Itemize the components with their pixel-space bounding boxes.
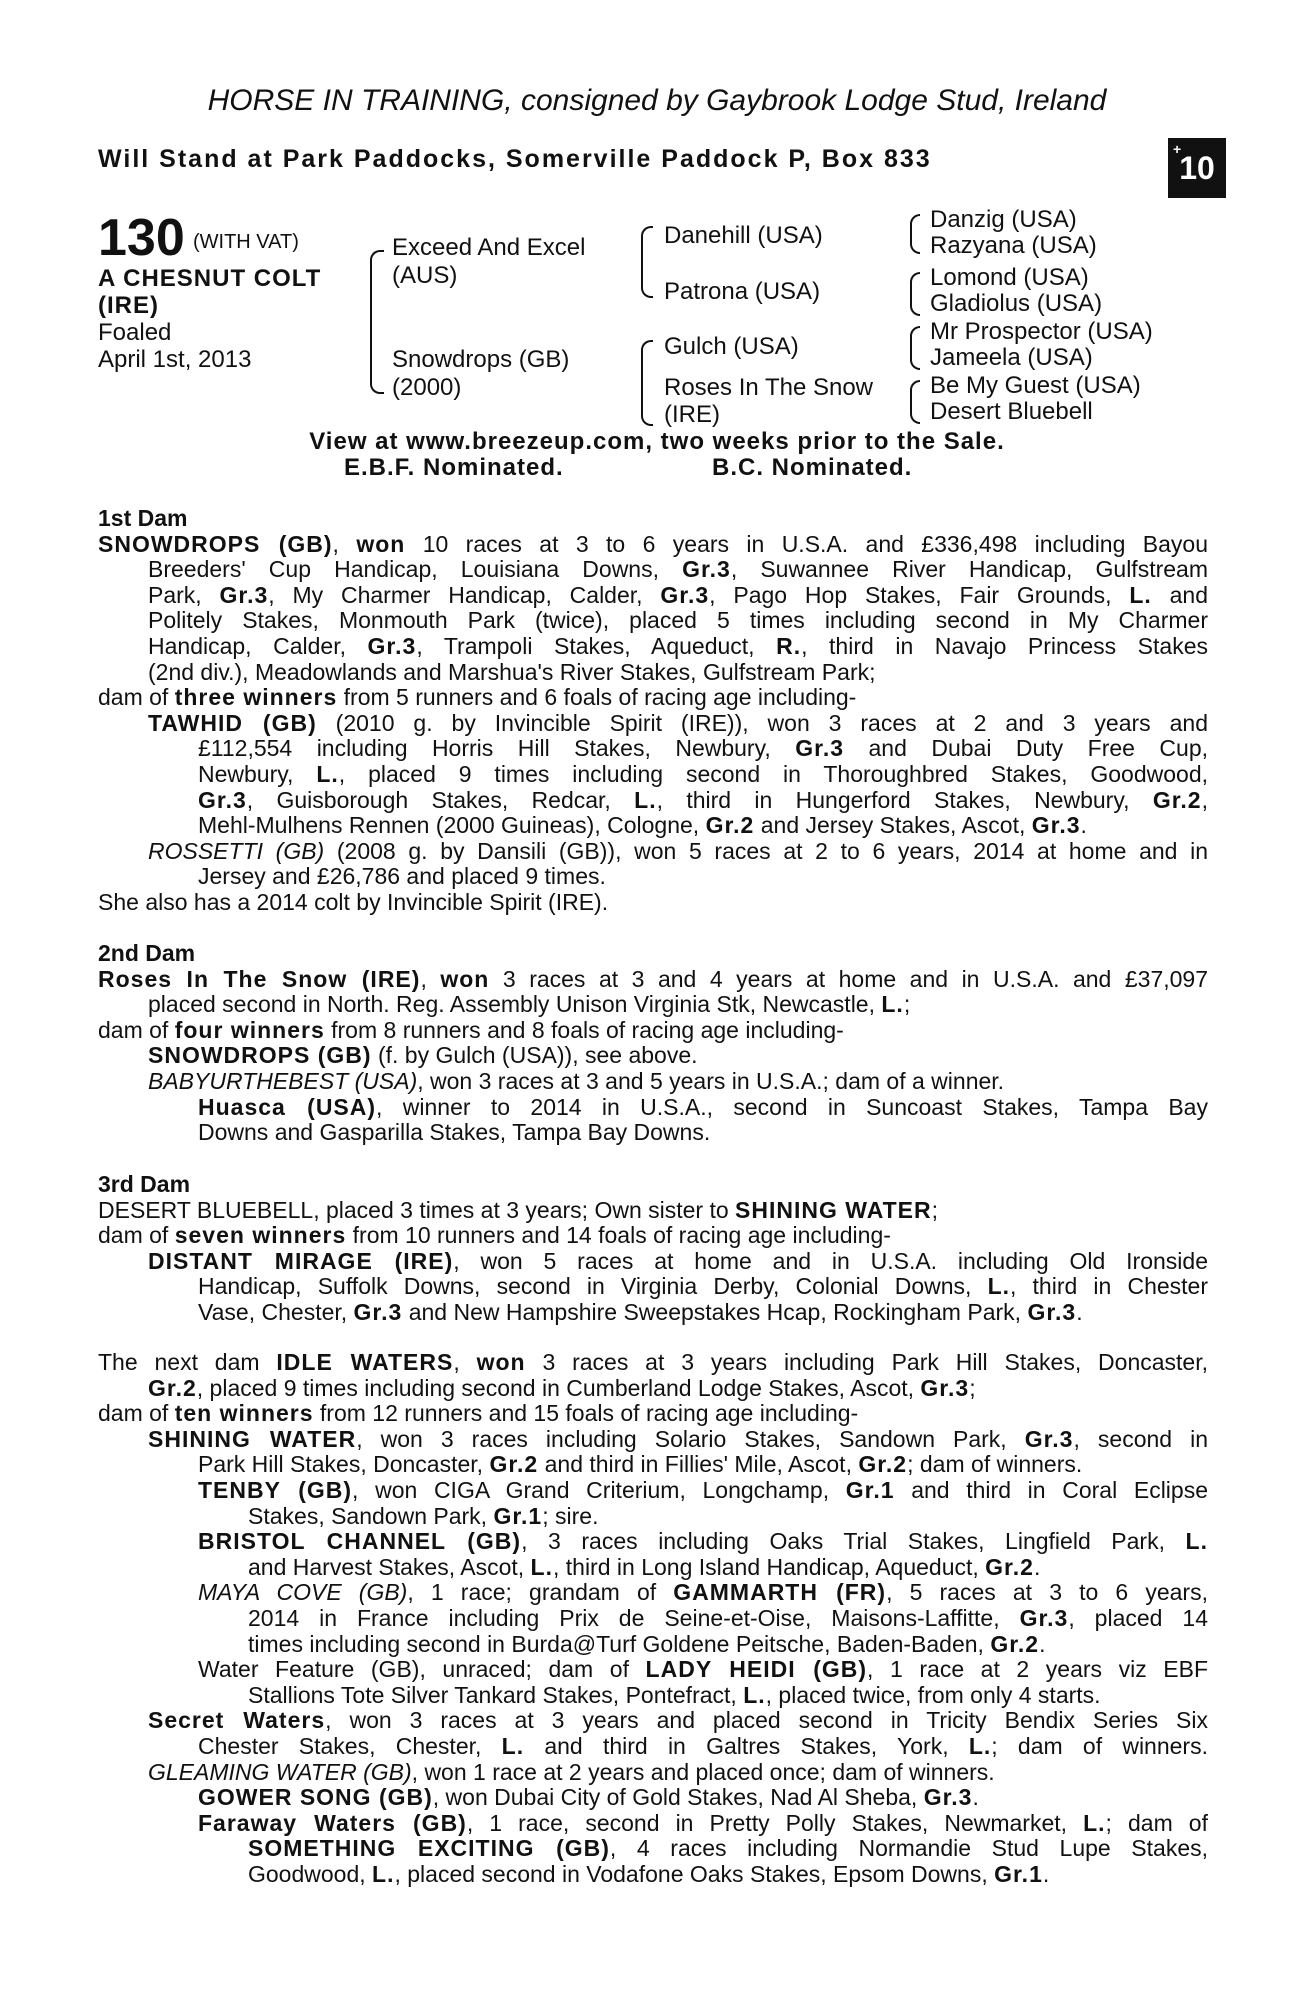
section-1st-dam <box>98 506 1208 916</box>
text-run: , won 1 race at 2 years and placed once; dam of winners. <box>411 1759 995 1785</box>
bold-run: Gr.3 <box>920 1375 970 1401</box>
text-run: , third in Chester <box>1010 1274 1208 1300</box>
text-run: Park Hill Stakes, Doncaster, <box>198 1452 490 1478</box>
text-run: . <box>1042 1861 1050 1887</box>
ggp-4: Gladiolus (USA) <box>930 290 1103 317</box>
pedigree-brace-main <box>370 250 384 394</box>
text-run: from 5 runners and 6 foals of racing age including- <box>337 685 857 711</box>
text-line <box>98 685 1208 711</box>
bold-run: TAWHID (GB) <box>148 710 317 736</box>
text-line <box>98 1300 1208 1326</box>
dam-dam: Roses In The Snow <box>664 374 874 401</box>
bold-run: Gr.3 <box>219 582 269 608</box>
text-run: 2014 in France including Prix de Seine-et-Oise, Maisons-Laffitte, <box>248 1605 1020 1631</box>
text-line <box>98 1249 1208 1275</box>
text-line <box>98 864 1208 890</box>
bold-run: Gr.2 <box>858 1452 908 1478</box>
dam-sire: Gulch (USA) <box>664 333 799 360</box>
bold-run: LADY HEIDI (GB) <box>645 1657 868 1683</box>
text-run: placed second in North. Reg. Assembly Unison Virginia Stk, Newcastle, <box>148 992 882 1018</box>
text-run: dam of <box>98 685 175 711</box>
text-run: Chester Stakes, Chester, <box>198 1733 502 1759</box>
foaled-date: April 1st, 2013 <box>98 346 252 373</box>
text-line <box>98 1811 1208 1837</box>
text-line <box>98 532 1208 558</box>
bold-run: won <box>356 531 406 557</box>
bold-run: GOWER SONG (GB) <box>198 1785 433 1811</box>
text-line <box>98 557 1208 583</box>
text-run: ; sire. <box>542 1503 599 1529</box>
text-run: The next dam <box>98 1350 277 1375</box>
text-line <box>98 736 1208 762</box>
text-line <box>98 1069 1208 1095</box>
text-run: £112,554 including Horris Hill Stakes, Newbury, <box>198 736 796 762</box>
text-line <box>98 1862 1208 1888</box>
text-run: , <box>420 966 441 992</box>
italic-run: ROSSETTI (GB) <box>148 838 325 864</box>
text-line <box>98 1632 1208 1658</box>
body-3rd-dam <box>98 1198 1208 1326</box>
text-line <box>98 1223 1208 1249</box>
bold-run: L. <box>316 761 339 787</box>
ggp-2: Razyana (USA) <box>930 232 1097 259</box>
lot-number: 130 <box>98 209 185 267</box>
text-run: ; dam of <box>1105 1810 1208 1836</box>
text-line <box>98 1580 1208 1606</box>
text-run: , Pago Hop Stakes, Fair Grounds, <box>709 582 1130 608</box>
text-run: , won 5 races at home and in U.S.A. including Old Ironside <box>453 1248 1208 1274</box>
bold-run: ten winners <box>174 1401 314 1427</box>
text-line <box>98 788 1208 814</box>
text-run: , Suwannee River Handicap, Gulfstream <box>730 557 1208 583</box>
text-run: . <box>1033 1554 1041 1580</box>
text-run: Goodwood, <box>248 1861 373 1887</box>
brace-gulch <box>910 326 920 370</box>
text-line <box>98 839 1208 865</box>
text-run: , placed 14 <box>1068 1605 1208 1631</box>
text-run: (f. by Gulch (USA)), see above. <box>371 1043 698 1069</box>
bold-run: Gr.1 <box>994 1861 1043 1887</box>
body-2nd-dam <box>98 967 1208 1146</box>
text-run: Mehl-Mulhens Rennen (2000 Guineas), Cologne, <box>198 813 706 839</box>
ggp-6: Jameela (USA) <box>930 344 1093 371</box>
text-run: , 3 races including Oaks Trial Stakes, Lingfield Park, <box>521 1529 1186 1555</box>
text-run: , 4 races including Normandie Stud Lupe Stakes, <box>609 1836 1208 1862</box>
text-line <box>98 634 1208 660</box>
text-run: ; <box>969 1375 976 1401</box>
bold-run: Huasca (USA) <box>198 1094 377 1120</box>
text-line <box>98 1198 1208 1224</box>
italic-run: BABYURTHEBEST (USA) <box>148 1068 418 1094</box>
bold-run: SOMETHING EXCITING (GB) <box>248 1836 610 1862</box>
text-run: 10 races at 3 to 6 years in U.S.A. and £336,498 including Bayou <box>405 531 1208 557</box>
text-line <box>98 1836 1208 1862</box>
text-line <box>98 583 1208 609</box>
italic-run: GLEAMING WATER (GB) <box>148 1759 412 1785</box>
text-run: ; dam of winners. <box>991 1733 1208 1759</box>
text-run: , placed 9 times including second in Thoroughbred Stakes, Goodwood, <box>338 761 1208 787</box>
bold-run: TENBY (GB) <box>198 1477 353 1503</box>
body-next-dam <box>98 1350 1208 1887</box>
text-run: and third in Galtres Stakes, York, <box>524 1733 969 1759</box>
dam-dam-country: (IRE) <box>664 401 720 428</box>
text-run: , won 3 races including Solario Stakes, Sandown Park, <box>356 1426 1025 1452</box>
bold-run: GAMMARTH (FR) <box>673 1580 887 1606</box>
text-run: . <box>1080 813 1087 839</box>
bold-run: Gr.3 <box>1027 1299 1077 1325</box>
ggp-5: Mr Prospector (USA) <box>930 318 1153 345</box>
text-run: , 5 races at 3 to 6 years, <box>886 1580 1208 1606</box>
bold-run: Gr.1 <box>845 1477 895 1503</box>
bold-run: Gr.3 <box>1024 1426 1074 1452</box>
text-line <box>98 1401 1208 1427</box>
foaled-label: Foaled <box>98 319 172 346</box>
text-run: , <box>332 531 357 557</box>
text-line <box>98 1683 1208 1709</box>
text-run: Jersey and £26,786 and placed 9 times. <box>198 864 606 890</box>
ggp-8: Desert Bluebell <box>930 398 1093 425</box>
bold-run: Secret Waters <box>148 1708 326 1734</box>
text-run: Stallions Tote Silver Tankard Stakes, Pontefract, <box>248 1682 744 1708</box>
bold-run: Gr.2 <box>148 1375 197 1401</box>
text-line <box>98 1043 1208 1069</box>
text-run: Breeders' Cup Handicap, Louisiana Downs, <box>148 557 683 583</box>
text-run: , My Charmer Handicap, Calder, <box>268 582 661 608</box>
brace-patrona <box>910 272 920 316</box>
sire-sire: Danehill (USA) <box>664 222 823 249</box>
bold-run: Gr.3 <box>1031 813 1081 839</box>
text-line <box>98 890 1208 916</box>
bold-run: SHINING WATER <box>735 1197 932 1223</box>
text-run: Handicap, Calder, <box>148 633 368 659</box>
bold-run: Roses In The Snow (IRE) <box>98 966 421 992</box>
text-run: , won CIGA Grand Criterium, Longchamp, <box>352 1477 846 1503</box>
text-line <box>98 1657 1208 1683</box>
text-line <box>98 660 1208 686</box>
text-line <box>98 762 1208 788</box>
brace-danehill <box>910 214 920 254</box>
text-run: , 1 race; grandam of <box>407 1580 674 1606</box>
text-run: ; <box>903 992 911 1018</box>
text-run: , winner to 2014 in U.S.A., second in Suncoast Stakes, Tampa Bay <box>376 1094 1208 1120</box>
sire-name: Exceed And Excel <box>392 234 586 261</box>
bold-run: BRISTOL CHANNEL (GB) <box>198 1529 522 1555</box>
text-run: Politely Stakes, Monmouth Park (twice), placed 5 times including second in My Charmer <box>148 608 1208 634</box>
text-run: from 8 runners and 8 foals of racing age including- <box>324 1017 844 1043</box>
bold-run: L. <box>743 1682 766 1708</box>
view-note: View at www.breezeup.com, two weeks prior to the Sale. <box>309 428 1005 455</box>
bold-run: L. <box>634 787 657 813</box>
text-line <box>98 1376 1208 1402</box>
bold-run: Gr.3 <box>923 1785 973 1811</box>
text-run: , Trampoli Stakes, Aqueduct, <box>416 633 777 659</box>
text-run: and Dubai Duty Free Cup, <box>844 736 1208 762</box>
bold-run: L. <box>530 1554 553 1580</box>
bold-run: L. <box>1083 1810 1106 1836</box>
text-run: ; <box>931 1197 939 1223</box>
bold-run: Gr.3 <box>1019 1605 1069 1631</box>
text-line <box>98 1785 1208 1811</box>
vat-note: (WITH VAT) <box>193 231 299 253</box>
text-run: DESERT BLUEBELL, placed 3 times at 3 years; Own sister to <box>98 1197 736 1223</box>
text-run: ; dam of winners. <box>907 1452 1083 1478</box>
text-line <box>98 1120 1208 1146</box>
text-run: (2008 g. by Dansili (GB)), won 5 races at 2 to 6 years, 2014 at home and in <box>324 838 1208 864</box>
section-next-dam <box>98 1350 1208 1887</box>
pedigree-brace-sire <box>641 226 653 298</box>
pedigree-brace-dam <box>641 340 653 426</box>
heading-1st-dam: 1st Dam <box>98 506 188 531</box>
heading-2nd-dam: 2nd Dam <box>98 941 196 966</box>
text-run: and Harvest Stakes, Ascot, <box>248 1554 531 1580</box>
bold-run: Gr.2 <box>985 1554 1034 1580</box>
text-run: (2010 g. by Invincible Spirit (IRE)), won 3 races at 2 and 3 years and <box>316 710 1208 736</box>
ggp-1: Danzig (USA) <box>930 206 1077 233</box>
text-line <box>98 1734 1208 1760</box>
lot-badge <box>1168 138 1226 198</box>
text-run: and third in Fillies' Mile, Ascot, <box>538 1452 859 1478</box>
text-run: , <box>453 1350 477 1375</box>
bold-run: L. <box>881 992 904 1018</box>
dam-name: Snowdrops (GB) <box>392 346 570 373</box>
bold-run: Gr.3 <box>682 557 731 583</box>
lot-desc-line1: A CHESNUT COLT <box>98 265 322 292</box>
text-run: , third in Navajo Princess Stakes <box>801 633 1208 659</box>
text-run: dam of <box>98 1017 175 1043</box>
text-run: 3 races at 3 years including Park Hill Stakes, Doncaster, <box>525 1350 1208 1375</box>
text-run: Handicap, Suffolk Downs, second in Virginia Derby, Colonial Downs, <box>198 1274 988 1300</box>
text-run: She also has a 2014 colt by Invincible Spirit (IRE). <box>98 889 609 915</box>
text-run: times including second in Burda@Turf Goldene Peitsche, Baden-Baden, <box>248 1631 991 1657</box>
bold-run: Gr.1 <box>493 1503 543 1529</box>
text-line <box>98 1504 1208 1530</box>
text-run: , Guisborough Stakes, Redcar, <box>246 787 635 813</box>
bold-run: SNOWDROPS (GB) <box>148 1043 372 1069</box>
text-line <box>98 992 1208 1018</box>
dam-year: (2000) <box>392 374 462 401</box>
text-line <box>98 1708 1208 1734</box>
text-run: (2nd div.), Meadowlands and Marshua's River Stakes, Gulfstream Park; <box>148 659 876 685</box>
text-line <box>98 813 1208 839</box>
text-line <box>98 1529 1208 1555</box>
bold-run: SHINING WATER <box>148 1426 357 1452</box>
bold-run: L. <box>987 1274 1011 1300</box>
text-line <box>98 967 1208 993</box>
text-run: Vase, Chester, <box>198 1299 354 1325</box>
text-run: , placed second in Vodafone Oaks Stakes, Epsom Downs, <box>394 1861 995 1887</box>
bold-run: Gr.3 <box>353 1299 403 1325</box>
ebf-nominated: E.B.F. Nominated. <box>344 454 564 481</box>
body-1st-dam <box>98 532 1208 916</box>
section-2nd-dam <box>98 941 1208 1146</box>
text-run: dam of <box>98 1401 175 1427</box>
text-run: , <box>1201 787 1208 813</box>
text-run: . <box>1039 1631 1046 1657</box>
text-run: , 1 race at 2 years viz EBF <box>867 1657 1208 1683</box>
text-line <box>98 1427 1208 1453</box>
bold-run: L. <box>968 1733 992 1759</box>
bc-nominated: B.C. Nominated. <box>712 454 913 481</box>
bold-run: four winners <box>174 1017 325 1043</box>
stand-location: Will Stand at Park Paddocks, Somerville Paddock P, Box 833 <box>98 145 932 173</box>
bold-run: seven winners <box>174 1223 347 1249</box>
text-run: , placed twice, from only 4 starts. <box>765 1682 1101 1708</box>
heading-3rd-dam: 3rd Dam <box>98 1172 191 1197</box>
text-run: Water Feature (GB), unraced; dam of <box>198 1657 646 1683</box>
section-3rd-dam <box>98 1172 1208 1326</box>
bold-run: SNOWDROPS (GB) <box>98 531 333 557</box>
bold-run: Gr.3 <box>795 736 845 762</box>
bold-run: L. <box>1185 1529 1208 1555</box>
text-run: and Jersey Stakes, Ascot, <box>754 813 1032 839</box>
text-run: and New Hampshire Sweepstakes Hcap, Rockingham Park, <box>402 1299 1028 1325</box>
page-title: HORSE IN TRAINING, consigned by Gaybrook Lodge Stud, Ireland <box>207 84 1107 117</box>
bold-run: Gr.3 <box>660 582 710 608</box>
text-run: from 12 runners and 15 foals of racing age including- <box>313 1401 859 1427</box>
bold-run: L. <box>372 1861 395 1887</box>
text-run: . <box>972 1785 979 1811</box>
bold-run: three winners <box>174 685 338 711</box>
text-run: Park, <box>148 582 220 608</box>
badge-number: 10 <box>1179 149 1215 186</box>
text-line <box>98 1606 1208 1632</box>
bold-run: Faraway Waters (GB) <box>198 1810 467 1836</box>
text-run: , placed 9 times including second in Cumberland Lodge Stakes, Ascot, <box>196 1375 921 1401</box>
text-run: from 10 runners and 14 foals of racing age including- <box>346 1223 891 1249</box>
text-line <box>98 1350 1208 1376</box>
text-run: , won 3 races at 3 years and placed second in Tricity Bendix Series Six <box>325 1708 1208 1734</box>
text-line <box>98 1095 1208 1121</box>
bold-run: won <box>476 1350 526 1375</box>
text-run: 3 races at 3 and 4 years at home and in U.S.A. and £37,097 <box>489 966 1208 992</box>
text-run: . <box>1076 1299 1083 1325</box>
lot-desc-line2: (IRE) <box>98 292 159 319</box>
bold-run: Gr.2 <box>489 1452 539 1478</box>
bold-run: Gr.2 <box>1152 787 1202 813</box>
bold-run: IDLE WATERS <box>276 1350 454 1375</box>
text-run: , won 3 races at 3 and 5 years in U.S.A.; dam of a winner. <box>417 1068 1005 1094</box>
bold-run: Gr.3 <box>198 787 247 813</box>
bold-run: R. <box>776 633 802 659</box>
text-run: and third in Coral Eclipse <box>894 1477 1208 1503</box>
bold-run: L. <box>1129 582 1152 608</box>
sire-country: (AUS) <box>392 262 458 289</box>
text-run: , 1 race, second in Pretty Polly Stakes, Newmarket, <box>466 1810 1084 1836</box>
text-line <box>98 1018 1208 1044</box>
bold-run: DISTANT MIRAGE (IRE) <box>148 1248 454 1274</box>
bold-run: won <box>440 966 490 992</box>
sire-dam: Patrona (USA) <box>664 278 821 305</box>
brace-roses <box>910 380 920 424</box>
text-run: , won Dubai City of Gold Stakes, Nad Al Sheba, <box>432 1785 924 1811</box>
text-run: Newbury, <box>198 761 317 787</box>
text-line <box>98 1478 1208 1504</box>
italic-run: MAYA COVE (GB) <box>198 1580 408 1606</box>
text-line <box>98 711 1208 737</box>
bold-run: Gr.3 <box>367 633 417 659</box>
text-run: Stakes, Sandown Park, <box>248 1503 494 1529</box>
text-run: , third in Hungerford Stakes, Newbury, <box>656 787 1153 813</box>
bold-run: L. <box>501 1733 525 1759</box>
text-line <box>98 1274 1208 1300</box>
text-line <box>98 1452 1208 1478</box>
text-run: , second in <box>1073 1426 1208 1452</box>
ggp-7: Be My Guest (USA) <box>930 372 1141 399</box>
ggp-3: Lomond (USA) <box>930 264 1089 291</box>
text-line <box>98 1555 1208 1581</box>
text-run: Downs and Gasparilla Stakes, Tampa Bay Downs. <box>198 1120 711 1146</box>
badge-plus: + <box>1173 141 1182 157</box>
text-run: and <box>1151 582 1208 608</box>
bold-run: Gr.2 <box>990 1631 1040 1657</box>
text-run: , third in Long Island Handicap, Aqueduct, <box>552 1554 986 1580</box>
text-run: dam of <box>98 1223 175 1249</box>
bold-run: Gr.2 <box>705 813 755 839</box>
text-line <box>98 608 1208 634</box>
text-line <box>98 1760 1208 1786</box>
